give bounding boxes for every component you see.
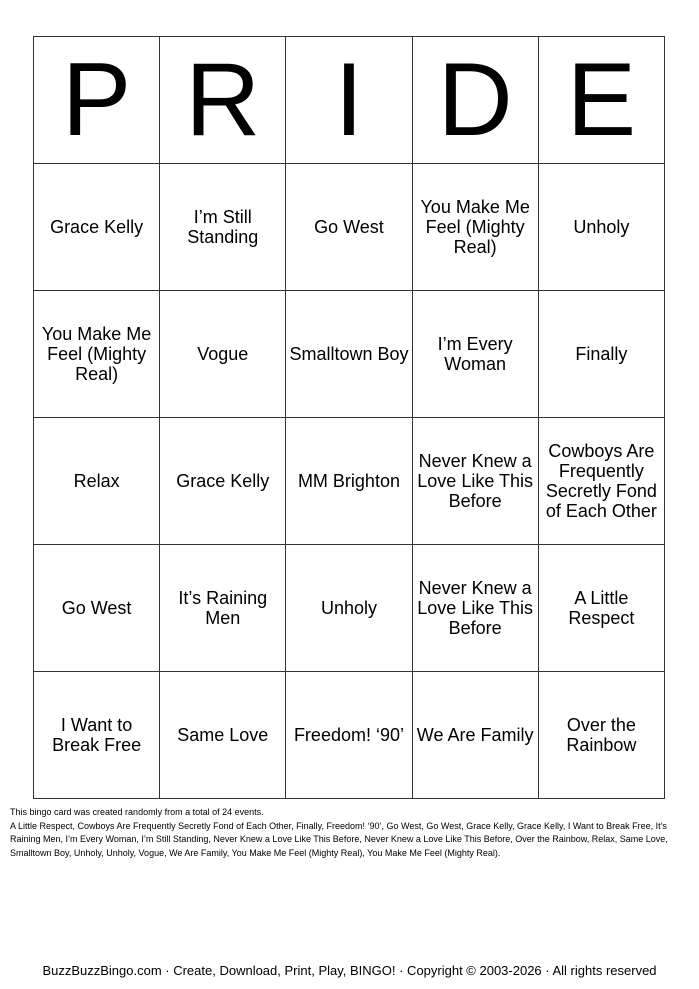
bingo-row <box>34 672 665 799</box>
header-letter: R <box>160 37 286 164</box>
bingo-cell: A Little Respect <box>538 545 664 672</box>
bingo-cell: I’m Every Woman <box>412 291 538 418</box>
bingo-cell: It’s Raining Men <box>160 545 286 672</box>
bingo-cell: Cowboys Are Frequently Secretly Fond of Each Other <box>538 418 664 545</box>
bingo-row <box>34 545 665 672</box>
bingo-cell: Unholy <box>286 545 412 672</box>
notes-event-list: A Little Respect, Cowboys Are Frequently Secretly Fond of Each Other, Finally, Freedom! ‘90’, Go West, Go West, Grace Kelly, Grace Kelly, I Want to Break Free, It’s Raining Men, I’m Every Woman, I’m Still Standing, Never Knew a Love Like This Before, Never Knew a Love Like This Before, Over the Rainbow, Relax, Same Love, Smalltown Boy, Unholy, Unholy, Vogue, We Are Family, You Make Me Feel (Mighty Real), You Make Me Feel (Mighty Real). <box>10 820 668 858</box>
notes-intro: This bingo card was created randomly from a total of 24 events. <box>10 807 264 817</box>
header-letter: P <box>34 37 160 164</box>
bingo-row <box>34 418 665 545</box>
bingo-cell: Finally <box>538 291 664 418</box>
bingo-cell: Never Knew a Love Like This Before <box>412 418 538 545</box>
page-footer: BuzzBuzzBingo.com · Create, Download, Print, Play, BINGO! · Copyright © 2003-2026 · All rights reserved <box>42 963 657 978</box>
bingo-cell: Smalltown Boy <box>286 291 412 418</box>
bingo-cell: Go West <box>286 164 412 291</box>
bingo-cell: Vogue <box>160 291 286 418</box>
bingo-cell: Freedom! ‘90’ <box>286 672 412 799</box>
bingo-row <box>34 164 665 291</box>
bingo-card <box>33 36 665 799</box>
header-letter: I <box>286 37 412 164</box>
bingo-cell: I Want to Break Free <box>34 672 160 799</box>
bingo-cell: I’m Still Standing <box>160 164 286 291</box>
bingo-cell: Relax <box>34 418 160 545</box>
header-row <box>34 37 665 164</box>
bingo-cell: Go West <box>34 545 160 672</box>
bingo-cell: We Are Family <box>412 672 538 799</box>
bingo-cell: MM Brighton <box>286 418 412 545</box>
header-letter: E <box>538 37 664 164</box>
bingo-cell: Grace Kelly <box>160 418 286 545</box>
card-notes <box>10 806 690 860</box>
bingo-row <box>34 291 665 418</box>
bingo-cell: Grace Kelly <box>34 164 160 291</box>
header-letter: D <box>412 37 538 164</box>
bingo-cell: Never Knew a Love Like This Before <box>412 545 538 672</box>
bingo-cell: You Make Me Feel (Mighty Real) <box>34 291 160 418</box>
bingo-cell: Same Love <box>160 672 286 799</box>
bingo-cell: Unholy <box>538 164 664 291</box>
bingo-cell: You Make Me Feel (Mighty Real) <box>412 164 538 291</box>
bingo-cell: Over the Rainbow <box>538 672 664 799</box>
